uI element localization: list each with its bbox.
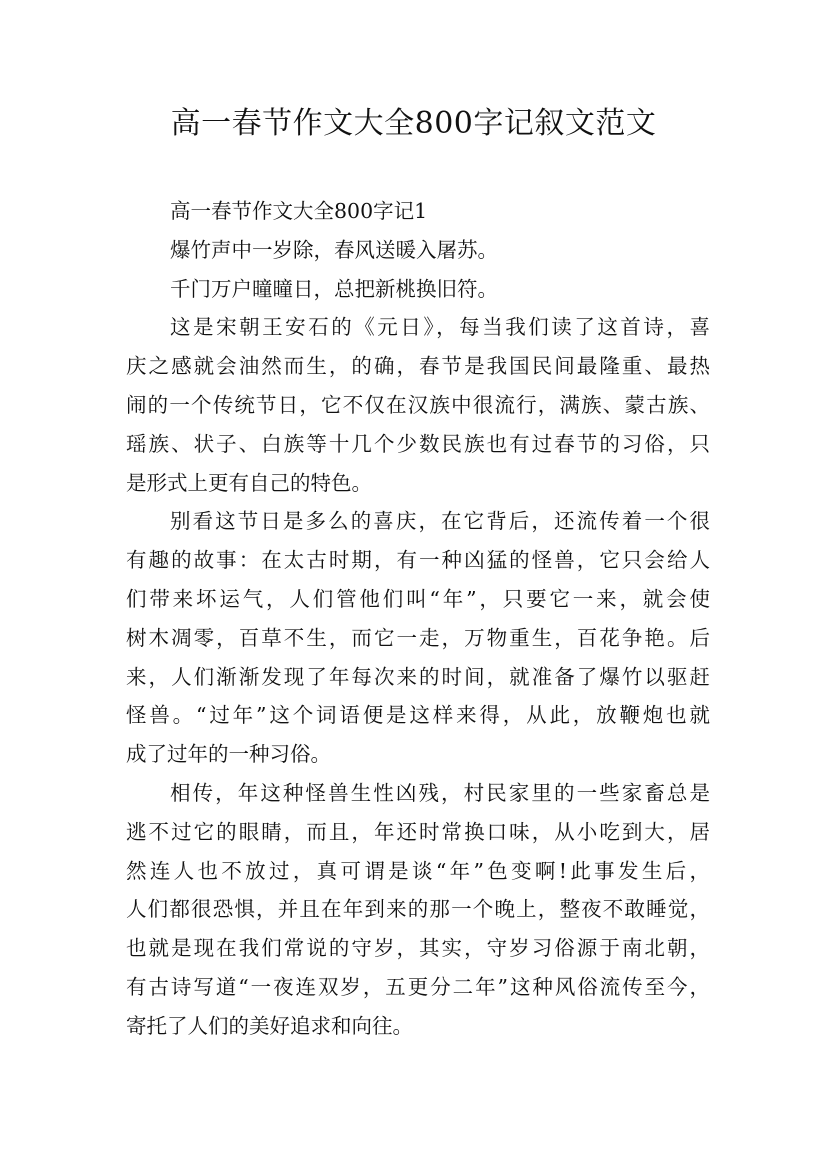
text-line: 千门万户曈曈日，总把新桃换旧符。 xyxy=(170,276,498,301)
text-line: 是形式上更有自己的特色。 xyxy=(126,470,372,495)
document-title: 高一春节作文大全800字记叙文范文 xyxy=(170,106,657,141)
text-line: 有趣的故事：在太古时期，有一种凶猛的怪兽，它只会给人 xyxy=(126,548,710,573)
text-line: 有古诗写道“一夜连双岁，五更分二年”这种风俗流传至今， xyxy=(126,974,710,999)
text-line: 相传，年这种怪兽生性凶残，村民家里的一些家畜总是 xyxy=(170,780,710,805)
text-line: 爆竹声中一岁除，春风送暖入屠苏。 xyxy=(170,237,498,262)
document-body xyxy=(126,192,710,1046)
text-line: 别看这节日是多么的喜庆，在它背后，还流传着一个很 xyxy=(170,509,710,534)
text-line: 怪兽。“过年”这个词语便是这样来得，从此，放鞭炮也就 xyxy=(126,703,710,728)
text-line: 闹的一个传统节日，它不仅在汉族中很流行，满族、蒙古族、 xyxy=(126,392,710,417)
text-line: 们带来坏运气，人们管他们叫“年”，只要它一来，就会使 xyxy=(126,586,710,611)
text-line: 瑶族、状子、白族等十几个少数民族也有过春节的习俗，只 xyxy=(126,431,710,456)
text-line: 逃不过它的眼睛，而且，年还时常换口味，从小吃到大，居 xyxy=(126,819,710,844)
text-line: 也就是现在我们常说的守岁，其实，守岁习俗源于南北朝， xyxy=(126,936,710,961)
text-line: 成了过年的一种习俗。 xyxy=(126,742,331,767)
text-line: 庆之感就会油然而生，的确，春节是我国民间最隆重、最热 xyxy=(126,354,710,379)
text-line: 这是宋朝王安石的《元日》，每当我们读了这首诗，喜 xyxy=(170,315,710,340)
text-line: 寄托了人们的美好追求和向往。 xyxy=(126,1013,413,1038)
text-line: 高一春节作文大全800字记1 xyxy=(170,199,428,223)
text-line: 人们都很恐惧，并且在年到来的那一个晚上，整夜不敢睡觉， xyxy=(126,897,710,922)
text-line: 来，人们渐渐发现了年每次来的时间，就准备了爆竹以驱赶 xyxy=(126,664,710,689)
text-line: 然连人也不放过，真可谓是谈“年”色变啊!此事发生后， xyxy=(126,858,710,883)
text-line: 树木凋零，百草不生，而它一走，万物重生，百花争艳。后 xyxy=(126,625,710,650)
